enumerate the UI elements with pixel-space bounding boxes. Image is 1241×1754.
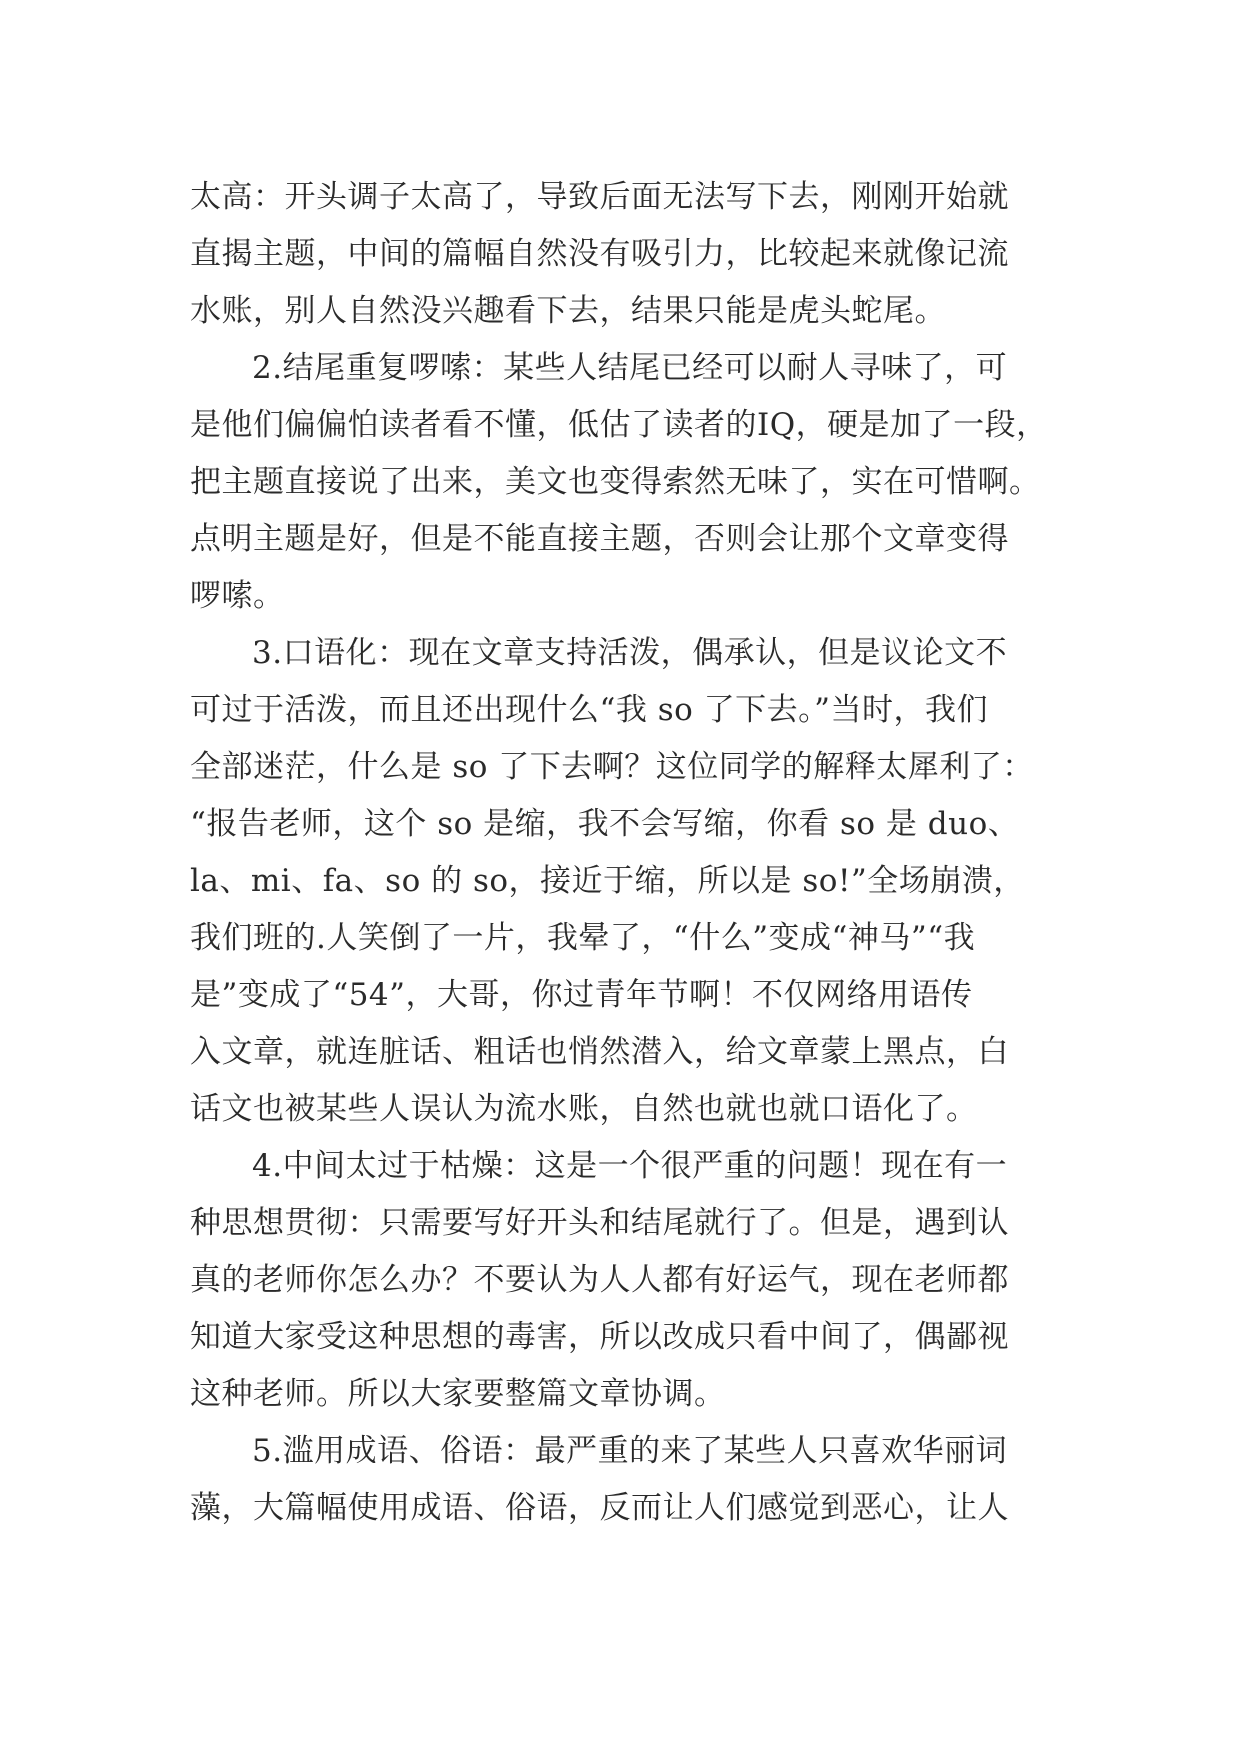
text-line: 种思想贯彻：只需要写好开头和结尾就行了。但是，遇到认: [190, 1205, 1009, 1241]
text-line: 把主题直接说了出来，美文也变得索然无味了，实在可惜啊。: [190, 464, 1041, 500]
text-line: 啰嗦。: [190, 578, 285, 614]
text-line: 太高：开头调子太高了，导致后面无法写下去，刚刚开始就: [190, 179, 1009, 215]
text-line: 我们班的.人笑倒了一片，我晕了，“什么”变成“神马”“我: [190, 920, 976, 956]
paragraph-start-line: 3.口语化：现在文章支持活泼，偶承认，但是议论文不: [252, 635, 1008, 671]
text-line: 藻，大篇幅使用成语、俗语，反而让人们感觉到恶心，让人: [190, 1490, 1009, 1526]
paragraph-start-line: 2.结尾重复啰嗦：某些人结尾已经可以耐人寻味了，可: [252, 350, 1008, 386]
paragraph-start-line: 4.中间太过于枯燥：这是一个很严重的问题！现在有一: [252, 1148, 1008, 1184]
text-line: 水账，别人自然没兴趣看下去，结果只能是虎头蛇尾。: [190, 293, 946, 329]
text-line: 这种老师。所以大家要整篇文章协调。: [190, 1376, 726, 1412]
text-line: 点明主题是好，但是不能直接主题，否则会让那个文章变得: [190, 521, 1009, 557]
text-line: 可过于活泼，而且还出现什么“我 so 了下去。”当时，我们: [190, 692, 988, 728]
text-line: 是他们偏偏怕读者看不懂，低估了读者的IQ，硬是加了一段，: [190, 407, 1048, 443]
text-line: “报告老师，这个 so 是缩，我不会写缩，你看 so 是 duo、: [190, 806, 1020, 842]
text-line: 话文也被某些人误认为流水账，自然也就也就口语化了。: [190, 1091, 978, 1127]
text-line: 是”变成了“54”，大哥，你过青年节啊！不仅网络用语传: [190, 977, 973, 1013]
text-line: 入文章，就连脏话、粗话也悄然潜入，给文章蒙上黑点，白: [190, 1034, 1009, 1070]
paragraph-start-line: 5.滥用成语、俗语：最严重的来了某些人只喜欢华丽词: [252, 1433, 1008, 1469]
text-line: la、mi、fa、so 的 so，接近于缩，所以是 so!”全场崩溃，: [190, 863, 1025, 899]
text-line: 直揭主题，中间的篇幅自然没有吸引力，比较起来就像记流: [190, 236, 1009, 272]
text-line: 知道大家受这种思想的毒害，所以改成只看中间了，偶鄙视: [190, 1319, 1009, 1355]
text-line: 全部迷茫，什么是 so 了下去啊？这位同学的解释太犀利了：: [190, 749, 1034, 785]
text-line: 真的老师你怎么办？不要认为人人都有好运气，现在老师都: [190, 1262, 1009, 1298]
